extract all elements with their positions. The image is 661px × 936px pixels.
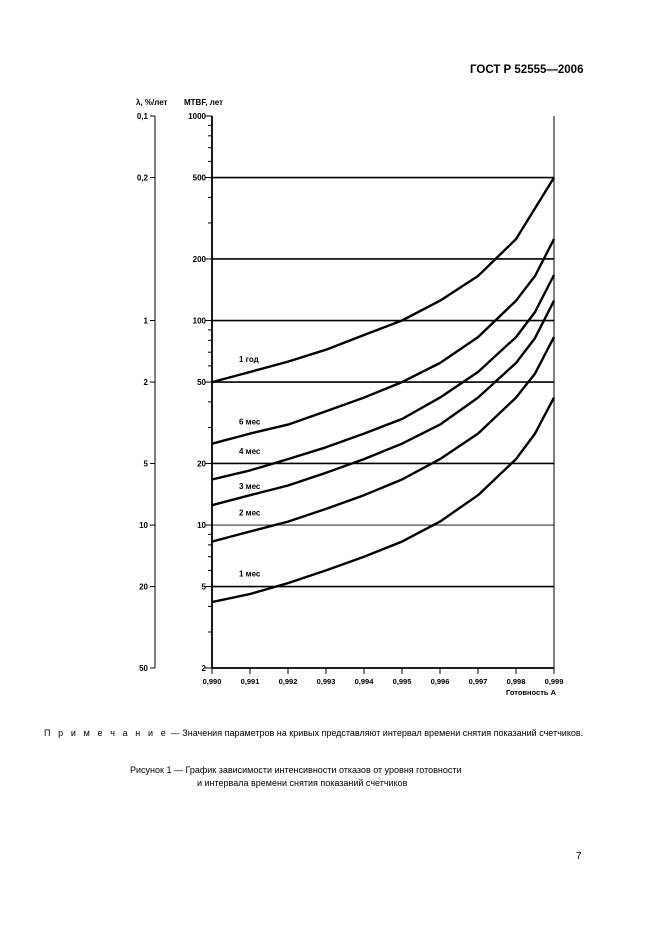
- x-tick-label: 0,990: [202, 677, 222, 686]
- note-lead: П р и м е ч а н и е: [44, 728, 169, 738]
- series-line: [212, 301, 554, 506]
- lambda-tick-label: 1: [143, 316, 148, 326]
- mtbf-tick-label: 2: [201, 664, 206, 673]
- mtbf-tick-label: 100: [192, 316, 206, 326]
- series-label: 1 год: [239, 354, 259, 364]
- series-line: [212, 398, 554, 602]
- x-tick-label: 0,998: [506, 677, 526, 686]
- lambda-tick-label: 50: [139, 664, 148, 673]
- series-label: 3 мес: [239, 482, 261, 492]
- x-tick-label: 0,994: [354, 677, 374, 686]
- x-tick-label: 0,992: [278, 677, 298, 686]
- chart-ticks: [150, 116, 554, 674]
- lambda-tick-label: 0,2: [136, 173, 148, 183]
- lambda-tick-label: 10: [139, 521, 148, 531]
- page-number: 7: [576, 851, 582, 862]
- series-label: 6 мес: [239, 417, 261, 427]
- x-tick-label: 0,995: [392, 677, 412, 686]
- series-line: [212, 275, 554, 480]
- x-tick-label: 0,993: [316, 677, 336, 686]
- mtbf-tick-label: 20: [197, 459, 206, 469]
- x-axis-label: Готовность А: [505, 688, 556, 697]
- figure-caption-line2: и интервала времени снятия показаний счетчиков: [197, 778, 408, 788]
- standard-header: ГОСТ Р 52555—2006: [470, 64, 584, 76]
- series-label: 2 мес: [239, 508, 261, 518]
- chart-labels: [136, 98, 563, 697]
- note-text: — Значения параметров на кривых представляют интервал времени снятия показаний счетчиков.: [168, 728, 584, 738]
- mtbf-axis-label: MTBF, лет: [184, 98, 224, 107]
- figure-note: [44, 727, 584, 740]
- lambda-tick-label: 20: [139, 582, 148, 592]
- mtbf-tick-label: 10: [197, 521, 206, 531]
- mtbf-tick-label: 50: [197, 378, 206, 388]
- series-label: 1 мес: [239, 569, 261, 579]
- lambda-tick-label: 0,1: [136, 112, 148, 121]
- lambda-tick-label: 5: [143, 459, 148, 469]
- mtbf-tick-label: 5: [201, 582, 206, 592]
- mtbf-tick-label: 1000: [188, 112, 206, 121]
- series-line: [212, 178, 554, 383]
- chart-series: [212, 178, 554, 602]
- lambda-tick-label: 2: [143, 378, 148, 388]
- series-line: [212, 239, 554, 444]
- x-tick-label: 0,999: [544, 677, 564, 686]
- x-tick-label: 0,997: [468, 677, 488, 686]
- chart-frame: [155, 116, 554, 668]
- series-label: 4 мес: [239, 447, 261, 457]
- mtbf-tick-label: 200: [192, 254, 206, 264]
- mtbf-tick-label: 500: [192, 173, 206, 183]
- figure-caption-line1: Рисунок 1 — График зависимости интенсивности отказов от уровня готовности: [130, 765, 462, 775]
- x-tick-label: 0,996: [430, 677, 450, 686]
- x-tick-label: 0,991: [240, 677, 260, 686]
- chart-gridlines: [212, 178, 554, 587]
- lambda-axis-label: λ, %/лет: [136, 98, 168, 107]
